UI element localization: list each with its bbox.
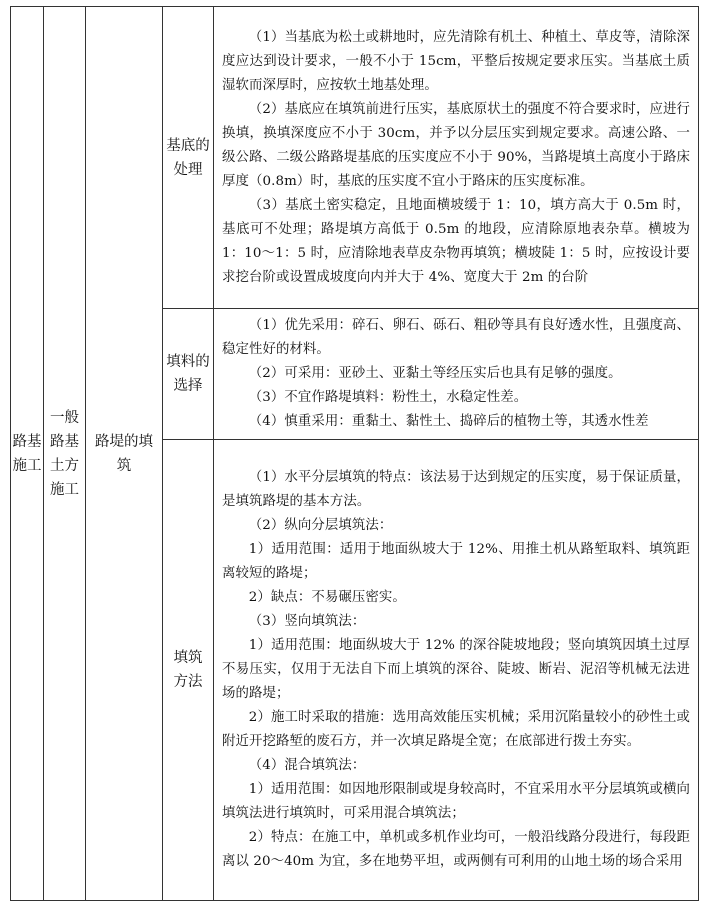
category-general-earthwork <box>44 7 86 901</box>
category-roadbed-construction <box>11 7 44 901</box>
section-content-filling-method <box>214 440 699 901</box>
paragraph: 2）特点：在施工中，单机或多机作业均可，一般沿线路分段进行，每段距离以 20～40m 为宜，多在地势平坦，或两侧有可利用的山地土场的场合采用 <box>222 830 690 869</box>
paragraph: （3）竖向填筑法： <box>248 614 366 629</box>
paragraph: （1）当基底为松土或耕地时，应先清除有机土、种植土、草皮等，清除深度应达到设计要求，一般不小于 15cm，平整后按规定要求压实。当基底土质湿软而深厚时，应按软土地基处理。 <box>222 29 690 93</box>
paragraph: （2）可采用：亚砂土、亚黏土等经压实后也具有足够的强度。 <box>248 366 622 381</box>
section-content-fill-material <box>214 309 699 440</box>
section-label-fill-material <box>163 309 214 440</box>
paragraph: 1）适用范围：地面纵坡大于 12% 的深谷陡坡地段；竖向填筑因填土过厚不易压实，仅用于无法自下而上填筑的深谷、陡坡、断岩、泥沼等机械无法进场的路堤； <box>222 638 690 701</box>
paragraph: （4）混合填筑法： <box>248 758 366 773</box>
paragraph: 1）适用范围：适用于地面纵坡大于 12%、用推土机从路堑取料、填筑距离较短的路堤； <box>222 542 690 581</box>
paragraph: （1）水平分层填筑的特点：该法易于达到规定的压实度，易于保证质量，是填筑路堤的基本方法。 <box>222 470 690 509</box>
paragraph: （2）基底应在填筑前进行压实，基底原状土的强度不符合要求时，应进行换填，换填深度应不小于 30cm，并予以分层压实到规定要求。高速公路、一级公路、二级公路路堤基底的压实度应不小于 90%，当路堤填土高度小于路床厚度（0.8m）时，基底的压实度不宜小于路床的压实度标准。 <box>222 101 690 189</box>
category-label: 一般路基土方施工 <box>50 409 79 498</box>
section-label: 基底的处理 <box>166 137 210 178</box>
paragraph: （4）慎重采用：重黏土、黏性土、捣碎后的植物土等，其透水性差 <box>248 414 649 429</box>
construction-spec-table <box>10 6 699 901</box>
paragraph: 1）适用范围：如因地形限制或堤身较高时，不宜采用水平分层填筑或横向填筑法进行填筑时，可采用混合填筑法； <box>222 782 690 821</box>
category-label: 路堤的填筑 <box>95 433 153 474</box>
section-label: 填料的选择 <box>166 354 210 394</box>
category-label: 路基施工 <box>12 433 42 474</box>
paragraph: 2）施工时采取的措施：选用高效能压实机械；采用沉陷量较小的砂性土或附近开挖路堑的废石方，并一次填足路堤全宽；在底部进行拨土夯实。 <box>222 710 690 749</box>
category-embankment-filling <box>86 7 163 901</box>
section-label-base-treatment <box>163 7 214 309</box>
paragraph: （3）不宜作路堤填料：粉性土，水稳定性差。 <box>248 390 528 405</box>
paragraph: （3）基底土密实稳定，且地面横坡缓于 1：10，填方高大于 0.5m 时，基底可不处理；路堤填方高低于 0.5m 的地段，应清除原地表杂草。横坡为 1：10～1：5 时，应清除地表草皮杂物再填筑；横坡陡 1：5 时，应按设计要求挖台阶或设置成坡度向内并大于 4%、宽度大于 2m 的台阶 <box>222 197 690 285</box>
section-content-base-treatment <box>214 7 699 309</box>
section-label: 填筑方法 <box>173 650 203 690</box>
paragraph: （2）纵向分层填筑法： <box>248 518 393 533</box>
table-row <box>11 7 699 309</box>
paragraph: （1）优先采用：碎石、卵石、砾石、粗砂等具有良好透水性，且强度高、稳定性好的材料。 <box>222 318 690 357</box>
paragraph: 2）缺点：不易碾压密实。 <box>248 590 406 605</box>
section-label-filling-method <box>163 440 214 901</box>
